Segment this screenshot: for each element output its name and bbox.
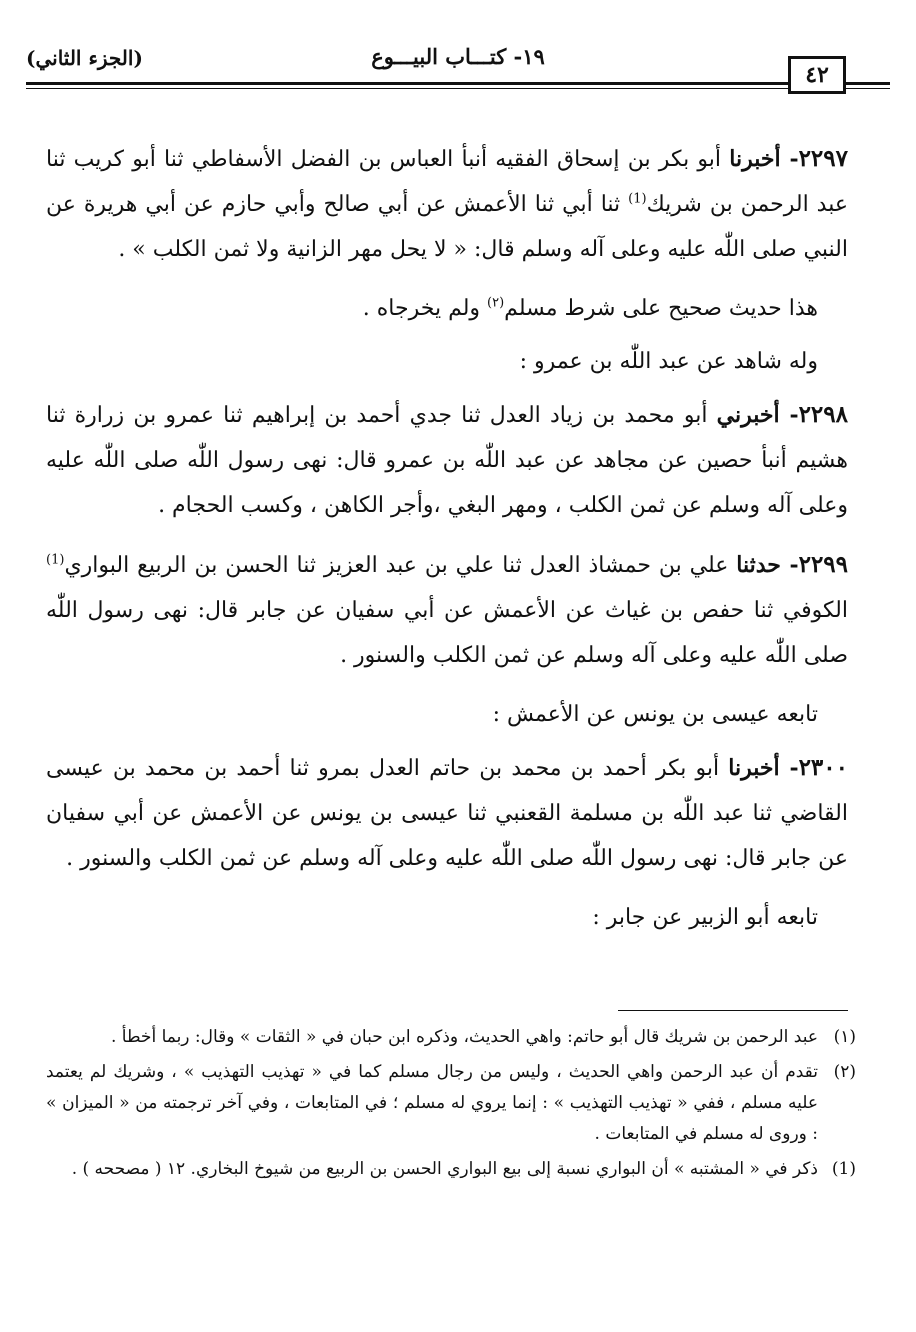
hadith-text: الكوفي ثنا حفص بن غياث عن الأعمش عن أبي سفيان عن جابر قال: نهى رسول اللّٰه صلى اللّٰه عليه وعلى آله وسلم عن ثمن الكلب والسنور . [46, 598, 848, 668]
commentary-line: هذا حديث صحيح على شرط مسلم$^{(٢)}$ ولم يخرجاه . [362, 295, 818, 321]
footnote-ref: (1) [46, 552, 65, 568]
hadith-number: ٢٢٩٩ [798, 551, 849, 578]
page-header [26, 38, 890, 98]
hadith-lead: - حدثنا [736, 552, 799, 578]
header-rule [26, 82, 890, 85]
commentary-line: تابعه أبو الزبير عن جابر : [592, 905, 818, 930]
hadith-lead: - أخبرنا [729, 146, 799, 172]
volume-label: (الجزء الثاني) [26, 46, 143, 70]
hadith-lead: - أخبرنا [728, 755, 799, 781]
commentary-line: تابعه عيسى بن يونس عن الأعمش : [492, 702, 818, 727]
page-number: ٤٢ [788, 56, 846, 94]
hadith-text: أبو بكر بن إسحاق الفقيه أنبأ العباس بن الفضل الأسفاطي ثنا أبو كريب ثنا عبد الرحمن بن شريك [46, 147, 848, 217]
footnote [46, 1057, 856, 1150]
footnote-ref: (1) [628, 191, 647, 207]
commentary-line: وله شاهد عن عبد اللّٰه بن عمرو : [519, 349, 818, 374]
header-rule-thin [26, 88, 890, 89]
main-text [46, 136, 848, 948]
hadith-number: ٢٣٠٠ [798, 754, 848, 781]
footnote [46, 1154, 856, 1185]
hadith-2297 [46, 136, 848, 272]
footnote-ref: (٢) [487, 295, 505, 311]
hadith-lead: - أخبرني [716, 402, 799, 428]
footnote-text: تقدم أن عبد الرحمن واهي الحديث ، وليس من رجال مسلم كما في « تهذيب التهذيب » ، وشريك لم يعتمد عليه مسلم ، ففي « تهذيب التهذيب » : إنما يروي له مسلم ؛ في المتابعات ، وفي آخر ترجمته من « الميزان » : وروى له مسلم في المتابعات . [46, 1062, 818, 1144]
footnote-mark: (١) [833, 1027, 856, 1047]
hadith-text: علي بن حمشاذ العدل ثنا علي بن عبد العزيز ثنا الحسن بن الربيع البواري [64, 553, 737, 578]
hadith-text: ثنا أبي ثنا الأعمش عن أبي صالح وأبي حازم عن أبي هريرة عن النبي صلى اللّٰه عليه وعلى آله وسلم قال: « لا يحل مهر الزانية ولا ثمن الكلب » . [46, 192, 848, 262]
hadith-text: أبو محمد بن زياد العدل ثنا جدي أحمد بن إبراهيم ثنا عمرو بن زرارة ثنا هشيم أنبأ حصين عن مجاهد عن عبد اللّٰه بن عمرو قال: نهى رسول اللّٰه صلى اللّٰه عليه وعلى آله وسلم عن ثمن الكلب ، ومهر البغي ،وأجر الكاهن ، وكسب الحجام . [46, 403, 848, 518]
hadith-text: أبو بكر أحمد بن محمد بن حاتم العدل بمرو ثنا أحمد بن محمد بن عيسى القاضي ثنا عبد اللّٰه بن مسلمة القعنبي ثنا عيسى بن يونس عن الأعمش عن أبي سفيان عن جابر قال: نهى رسول اللّٰه صلى اللّٰه عليه وعلى آله وسلم عن ثمن الكلب والسنور . [46, 756, 848, 871]
footnote-mark: (1) [831, 1159, 856, 1179]
hadith-2299 [46, 542, 848, 678]
footnotes [46, 1022, 856, 1189]
footnote-mark: (٢) [833, 1062, 856, 1082]
hadith-number: ٢٢٩٧ [798, 145, 848, 172]
footnote-separator [618, 1010, 848, 1011]
footnote [46, 1022, 856, 1053]
running-title: ١٩- كتـــاب البيـــوع [371, 44, 545, 69]
footnote-text: ذكر في « المشتبه » أن البواري نسبة إلى بيع البواري الحسن بن الربيع من شيوخ البخاري. ١٢ ( مصححه ) . [71, 1159, 818, 1179]
footnote-text: عبد الرحمن بن شريك قال أبو حاتم: واهي الحديث، وذكره ابن حبان في « الثقات » وقال: ربما أخطأ . [111, 1027, 818, 1047]
hadith-2298 [46, 392, 848, 528]
hadith-number: ٢٢٩٨ [798, 401, 848, 428]
hadith-2300 [46, 745, 848, 881]
